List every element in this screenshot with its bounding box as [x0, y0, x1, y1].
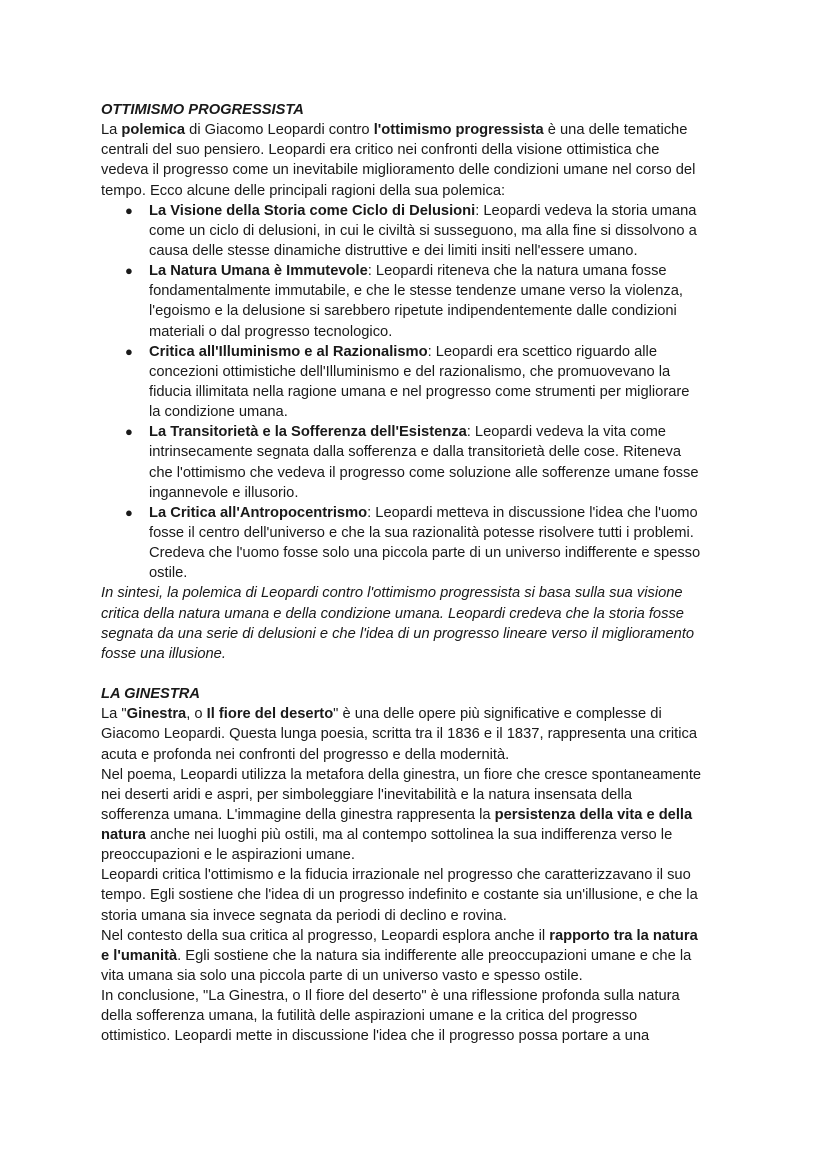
- bold-text: La Transitorietà e la Sofferenza dell'Esistenza: [149, 424, 467, 441]
- text-line: [101, 583, 741, 603]
- text-run: anche nei luoghi più ostili, ma al contempo sottolinea la sua indifferenza verso le: [145, 827, 673, 844]
- bold-text: polemica: [121, 122, 186, 139]
- text-run: vedeva il progresso come un inevitabile miglioramento delle condizioni umane nel corso del: [101, 162, 696, 179]
- text-run: preoccupazioni e le aspirazioni umane.: [101, 847, 355, 864]
- bullet-item-line: [101, 503, 741, 523]
- text-run: intrinsecamente segnata dalla sofferenza e dalla transitorietà delle cose. Riteneva: [149, 444, 682, 461]
- bold-text: Il fiore del deserto: [206, 706, 334, 723]
- text-line: [101, 765, 741, 785]
- text-line: [101, 1026, 741, 1046]
- text-line: [101, 946, 741, 966]
- text-run: tempo. Ecco alcune delle principali ragioni della sua polemica:: [101, 182, 506, 199]
- bold-text: La Natura Umana è Immutevole: [149, 263, 368, 280]
- text-run: di Giacomo Leopardi contro: [185, 122, 374, 139]
- text-run: che l'ottimismo che vedeva il progresso come soluzione alle sofferenze umane fosse: [149, 464, 699, 481]
- bullet-item-line: [101, 261, 741, 281]
- text-run: sofferenza umana. L'immagine della ginestra rappresenta la: [101, 806, 495, 823]
- text-run: La ": [101, 706, 127, 723]
- text-run: è una delle tematiche: [543, 122, 688, 139]
- text-line: [101, 463, 741, 483]
- text-run: vita umana sia solo una piccola parte di un universo vasto e spesso ostile.: [101, 968, 583, 985]
- text-run: , o: [186, 706, 207, 723]
- text-run: nei deserti aridi e aspri, per simboleggiare l'inevitabilità e la natura insensata della: [101, 786, 633, 803]
- bullet-item-line: [101, 342, 741, 362]
- text-run: Nel poema, Leopardi utilizza la metafora della ginestra, un fiore che cresce spontaneamente: [101, 766, 702, 783]
- text-line: [101, 301, 741, 321]
- bold-text: La Visione della Storia come Ciclo di Delusioni: [149, 202, 476, 219]
- bullet-icon: ●: [125, 504, 133, 520]
- bold-text: l'ottimismo progressista: [373, 122, 544, 139]
- bold-text: Critica all'Illuminismo e al Razionalismo: [149, 343, 428, 360]
- text-line: [101, 322, 741, 342]
- text-line: [101, 724, 741, 744]
- text-run: . Egli sostiene che la natura sia indifferente alle preoccupazioni umane e che la: [177, 947, 692, 964]
- italic-text: critica della natura umana e della condizione umana. Leopardi credeva che la storia fosse: [101, 605, 684, 622]
- italic-text: fosse una illusione.: [101, 645, 226, 662]
- text-line: [101, 120, 741, 140]
- italic-text: segnata da una serie di delusioni e che l'idea di un progresso lineare verso il miglioramento: [101, 625, 695, 642]
- text-line: [101, 563, 741, 583]
- text-run: : Leopardi metteva in discussione l'idea che l'uomo: [367, 504, 698, 521]
- bullet-icon: ●: [125, 424, 133, 440]
- document-page: [101, 100, 741, 1047]
- text-run: Credeva che l'uomo fosse solo una piccola parte di un universo indifferente e spesso: [149, 545, 701, 562]
- bullet-icon: ●: [125, 343, 133, 359]
- text-run: della sofferenza umana, la futilità delle aspirazioni umane e la critica del progresso: [101, 1008, 638, 1025]
- text-line: [101, 805, 741, 825]
- text-run: fondamentalmente immutabile, e che le stesse tendenze umane verso la violenza,: [149, 283, 683, 300]
- text-run: Leopardi critica l'ottimismo e la fiducia irrazionale nel progresso che caratterizzavano il suo: [101, 867, 691, 884]
- text-line: [101, 1006, 741, 1026]
- section-heading: OTTIMISMO PROGRESSISTA: [101, 102, 304, 118]
- text-run: " è una delle opere più significative e complesse di: [333, 706, 662, 723]
- text-run: In conclusione, "La Ginestra, o Il fiore del deserto" è una riflessione profonda sulla natura: [101, 988, 680, 1005]
- text-line: [101, 825, 741, 845]
- bold-text: rapporto tra la natura: [549, 927, 698, 944]
- bold-text: La Critica all'Antropocentrismo: [149, 504, 368, 521]
- text-line: [101, 241, 741, 261]
- text-run: la condizione umana.: [149, 404, 288, 421]
- text-line: [101, 160, 741, 180]
- text-run: : Leopardi vedeva la vita come: [466, 424, 666, 441]
- text-line: [101, 543, 741, 563]
- bold-text: persistenza della vita e della: [494, 806, 693, 823]
- text-run: materiali o dal progresso tecnologico.: [149, 323, 393, 340]
- text-run: fiducia illimitata nella ragione umana e nel progresso come strumenti per migliorare: [149, 383, 690, 400]
- text-line: [101, 442, 741, 462]
- text-line: [101, 926, 741, 946]
- text-run: acuta e profonda nei confronti del progresso e della modernità.: [101, 746, 510, 763]
- text-line: [101, 100, 741, 120]
- text-line: [101, 140, 741, 160]
- text-line: [101, 986, 741, 1006]
- text-line: [101, 745, 741, 765]
- text-line: [101, 483, 741, 503]
- text-line: [101, 865, 741, 885]
- bold-text: e l'umanità: [101, 947, 178, 964]
- text-run: causa delle stesse dinamiche distruttive e dei limiti insiti nell'essere umano.: [149, 242, 638, 259]
- text-line: [101, 362, 741, 382]
- bullet-item-line: [101, 422, 741, 442]
- text-run: ostile.: [149, 565, 188, 582]
- text-line: [101, 644, 741, 664]
- text-run: ingannevole e illusorio.: [149, 484, 299, 501]
- text-run: fosse il centro dell'universo e che la sua razionalità potesse risolvere tutti i problemi.: [149, 524, 694, 541]
- text-run: : Leopardi era scettico riguardo alle: [427, 343, 657, 360]
- text-run: : Leopardi riteneva che la natura umana fosse: [367, 263, 667, 280]
- text-line: [101, 684, 741, 704]
- text-run: ottimistico. Leopardi mette in discussione l'idea che il progresso possa portare a una: [101, 1028, 650, 1045]
- bullet-icon: ●: [125, 263, 133, 279]
- text-line: [101, 181, 741, 201]
- bold-text: Ginestra: [126, 706, 187, 723]
- text-line: [101, 281, 741, 301]
- text-run: Giacomo Leopardi. Questa lunga poesia, scritta tra il 1836 e il 1837, rappresenta una critica: [101, 726, 698, 743]
- text-line: [101, 523, 741, 543]
- text-line: [101, 906, 741, 926]
- text-run: concezioni ottimistiche dell'Illuminismo e del razionalismo, che promuovevano la: [149, 363, 671, 380]
- bullet-item-line: [101, 201, 741, 221]
- text-line: [101, 402, 741, 422]
- text-run: l'egoismo e la delusione si sarebbero ripetute indipendentemente dalle condizioni: [149, 303, 677, 320]
- text-line: [101, 221, 741, 241]
- text-run: La: [101, 122, 122, 139]
- section-heading: LA GINESTRA: [101, 686, 201, 703]
- text-line: [101, 624, 741, 644]
- text-line: [101, 382, 741, 402]
- text-run: come un ciclo di delusioni, in cui le civiltà si susseguono, ma alla fine si dissolvono a: [149, 222, 697, 239]
- italic-text: In sintesi, la polemica di Leopardi contro l'ottimismo progressista si basa sulla sua visione: [101, 585, 683, 602]
- text-run: centrali del suo pensiero. Leopardi era critico nei confronti della visione ottimistica che: [101, 142, 660, 159]
- text-line: [101, 704, 741, 724]
- text-line: [101, 885, 741, 905]
- text-line: [101, 845, 741, 865]
- bold-text: natura: [101, 827, 146, 844]
- text-line: [101, 785, 741, 805]
- text-run: : Leopardi vedeva la storia umana: [475, 202, 697, 219]
- text-line: [101, 966, 741, 986]
- text-run: tempo. Egli sostiene che l'idea di un progresso indefinito e costante sia un'illusione, e che la: [101, 887, 698, 904]
- text-line: [101, 664, 741, 684]
- text-line: [101, 604, 741, 624]
- bullet-icon: ●: [125, 202, 133, 218]
- text-run: storia umana sia invece segnata da periodi di declino e rovina.: [101, 907, 507, 924]
- text-run: Nel contesto della sua critica al progresso, Leopardi esplora anche il: [101, 927, 550, 944]
